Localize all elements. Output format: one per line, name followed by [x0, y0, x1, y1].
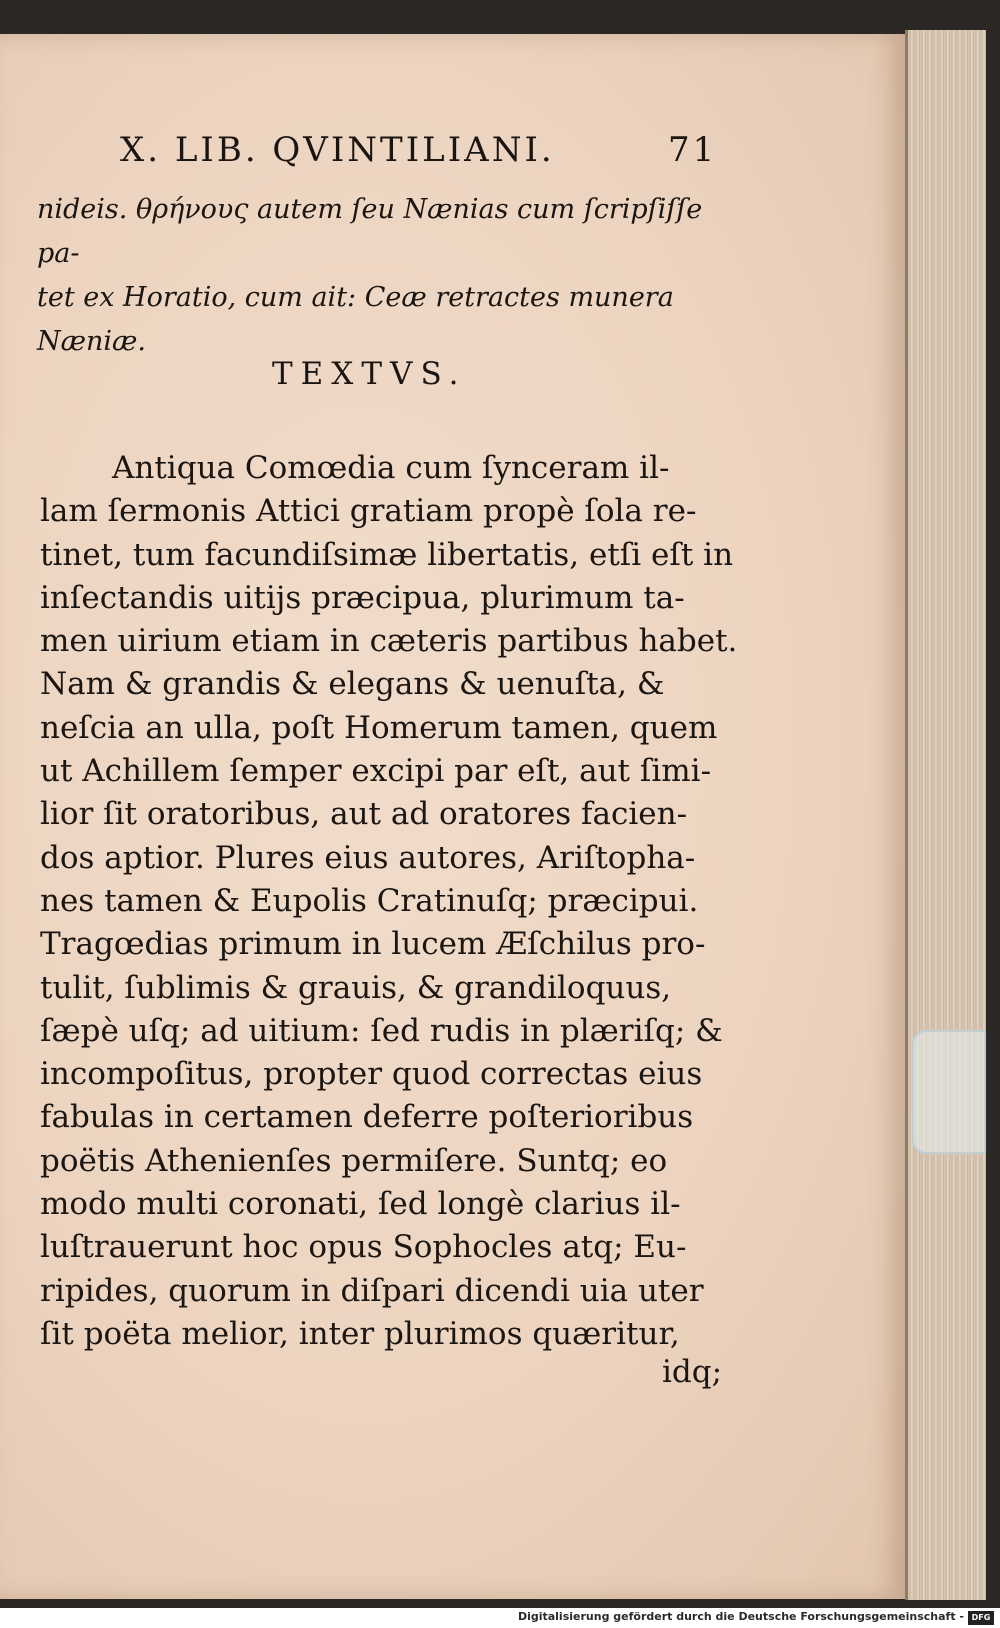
note-line: tet ex Horatio, cum ait: Ceæ retractes munera: [37, 282, 674, 313]
text-line: neſcia an ulla, poſt Homerum tamen, quem: [40, 709, 718, 746]
text-line: inſectandis uitijs præcipua, plurimum ta-: [40, 579, 685, 616]
dfg-logo: DFG: [968, 1611, 994, 1625]
text-line: ſit poëta melior, inter plurimos quæritur,: [40, 1315, 680, 1352]
section-heading: TEXTVS.: [272, 356, 467, 392]
page-clip: [912, 1030, 986, 1154]
page-number: 71: [668, 130, 718, 170]
text-line: Nam & grandis & elegans & uenuſta, &: [40, 666, 665, 703]
funding-credit: Digitalisierung gefördert durch die Deutsche Forschungsgemeinschaft -: [517, 1610, 964, 1623]
page-fore-edge: [905, 30, 986, 1600]
text-line: men uirium etiam in cæteris partibus habet.: [40, 623, 738, 660]
text-line: incompoſitus, propter quod correctas eius: [40, 1056, 703, 1093]
note-line: Næniæ.: [37, 326, 146, 357]
text-line: ripides, quorum in diſpari dicendi uia uter: [40, 1272, 704, 1309]
text-line: nes tamen & Eupolis Cratinuſq; præcipui.: [40, 882, 699, 919]
catchword: idq;: [662, 1354, 723, 1390]
digitization-footer: [0, 1608, 1000, 1628]
running-head-title: X. LIB. QVINTILIANI.: [120, 130, 555, 170]
text-line: modo multi coronati, ſed longè clarius il-: [40, 1186, 681, 1223]
text-line: tinet, tum facundiſsimæ libertatis, etſi eſt in: [40, 536, 734, 573]
running-header: [120, 130, 720, 180]
text-line: Tragœdias primum in lucem Æſchilus pro-: [40, 926, 706, 963]
text-line: luſtrauerunt hoc opus Sophocles atq; Eu-: [40, 1229, 687, 1266]
text-line: poëtis Athenienſes permiſere. Suntq; eo: [40, 1142, 668, 1179]
text-line: lior ſit oratoribus, aut ad oratores facien-: [40, 796, 688, 833]
text-line: tulit, ſublimis & grauis, & grandiloquus,: [40, 969, 672, 1006]
text-line: ut Achillem ſemper excipi par eſt, aut ſimi-: [40, 753, 712, 790]
text-line: fabulas in certamen deferre poſterioribus: [40, 1099, 694, 1136]
text-line: lam ſermonis Attici gratiam propè ſola re-: [40, 493, 697, 530]
commentary-note: [37, 188, 727, 364]
text-line: ſæpè uſq; ad uitium: ſed rudis in plæriſq; &: [40, 1012, 723, 1049]
text-line: dos aptior. Plures eius autores, Ariſtopha-: [40, 839, 696, 876]
text-line: Antiqua Comœdia cum ſynceram il-: [112, 450, 670, 486]
main-text: [40, 447, 738, 1356]
note-line: nideis. θρήνους autem ſeu Nænias cum ſcripſiſſe pa-: [37, 194, 703, 269]
